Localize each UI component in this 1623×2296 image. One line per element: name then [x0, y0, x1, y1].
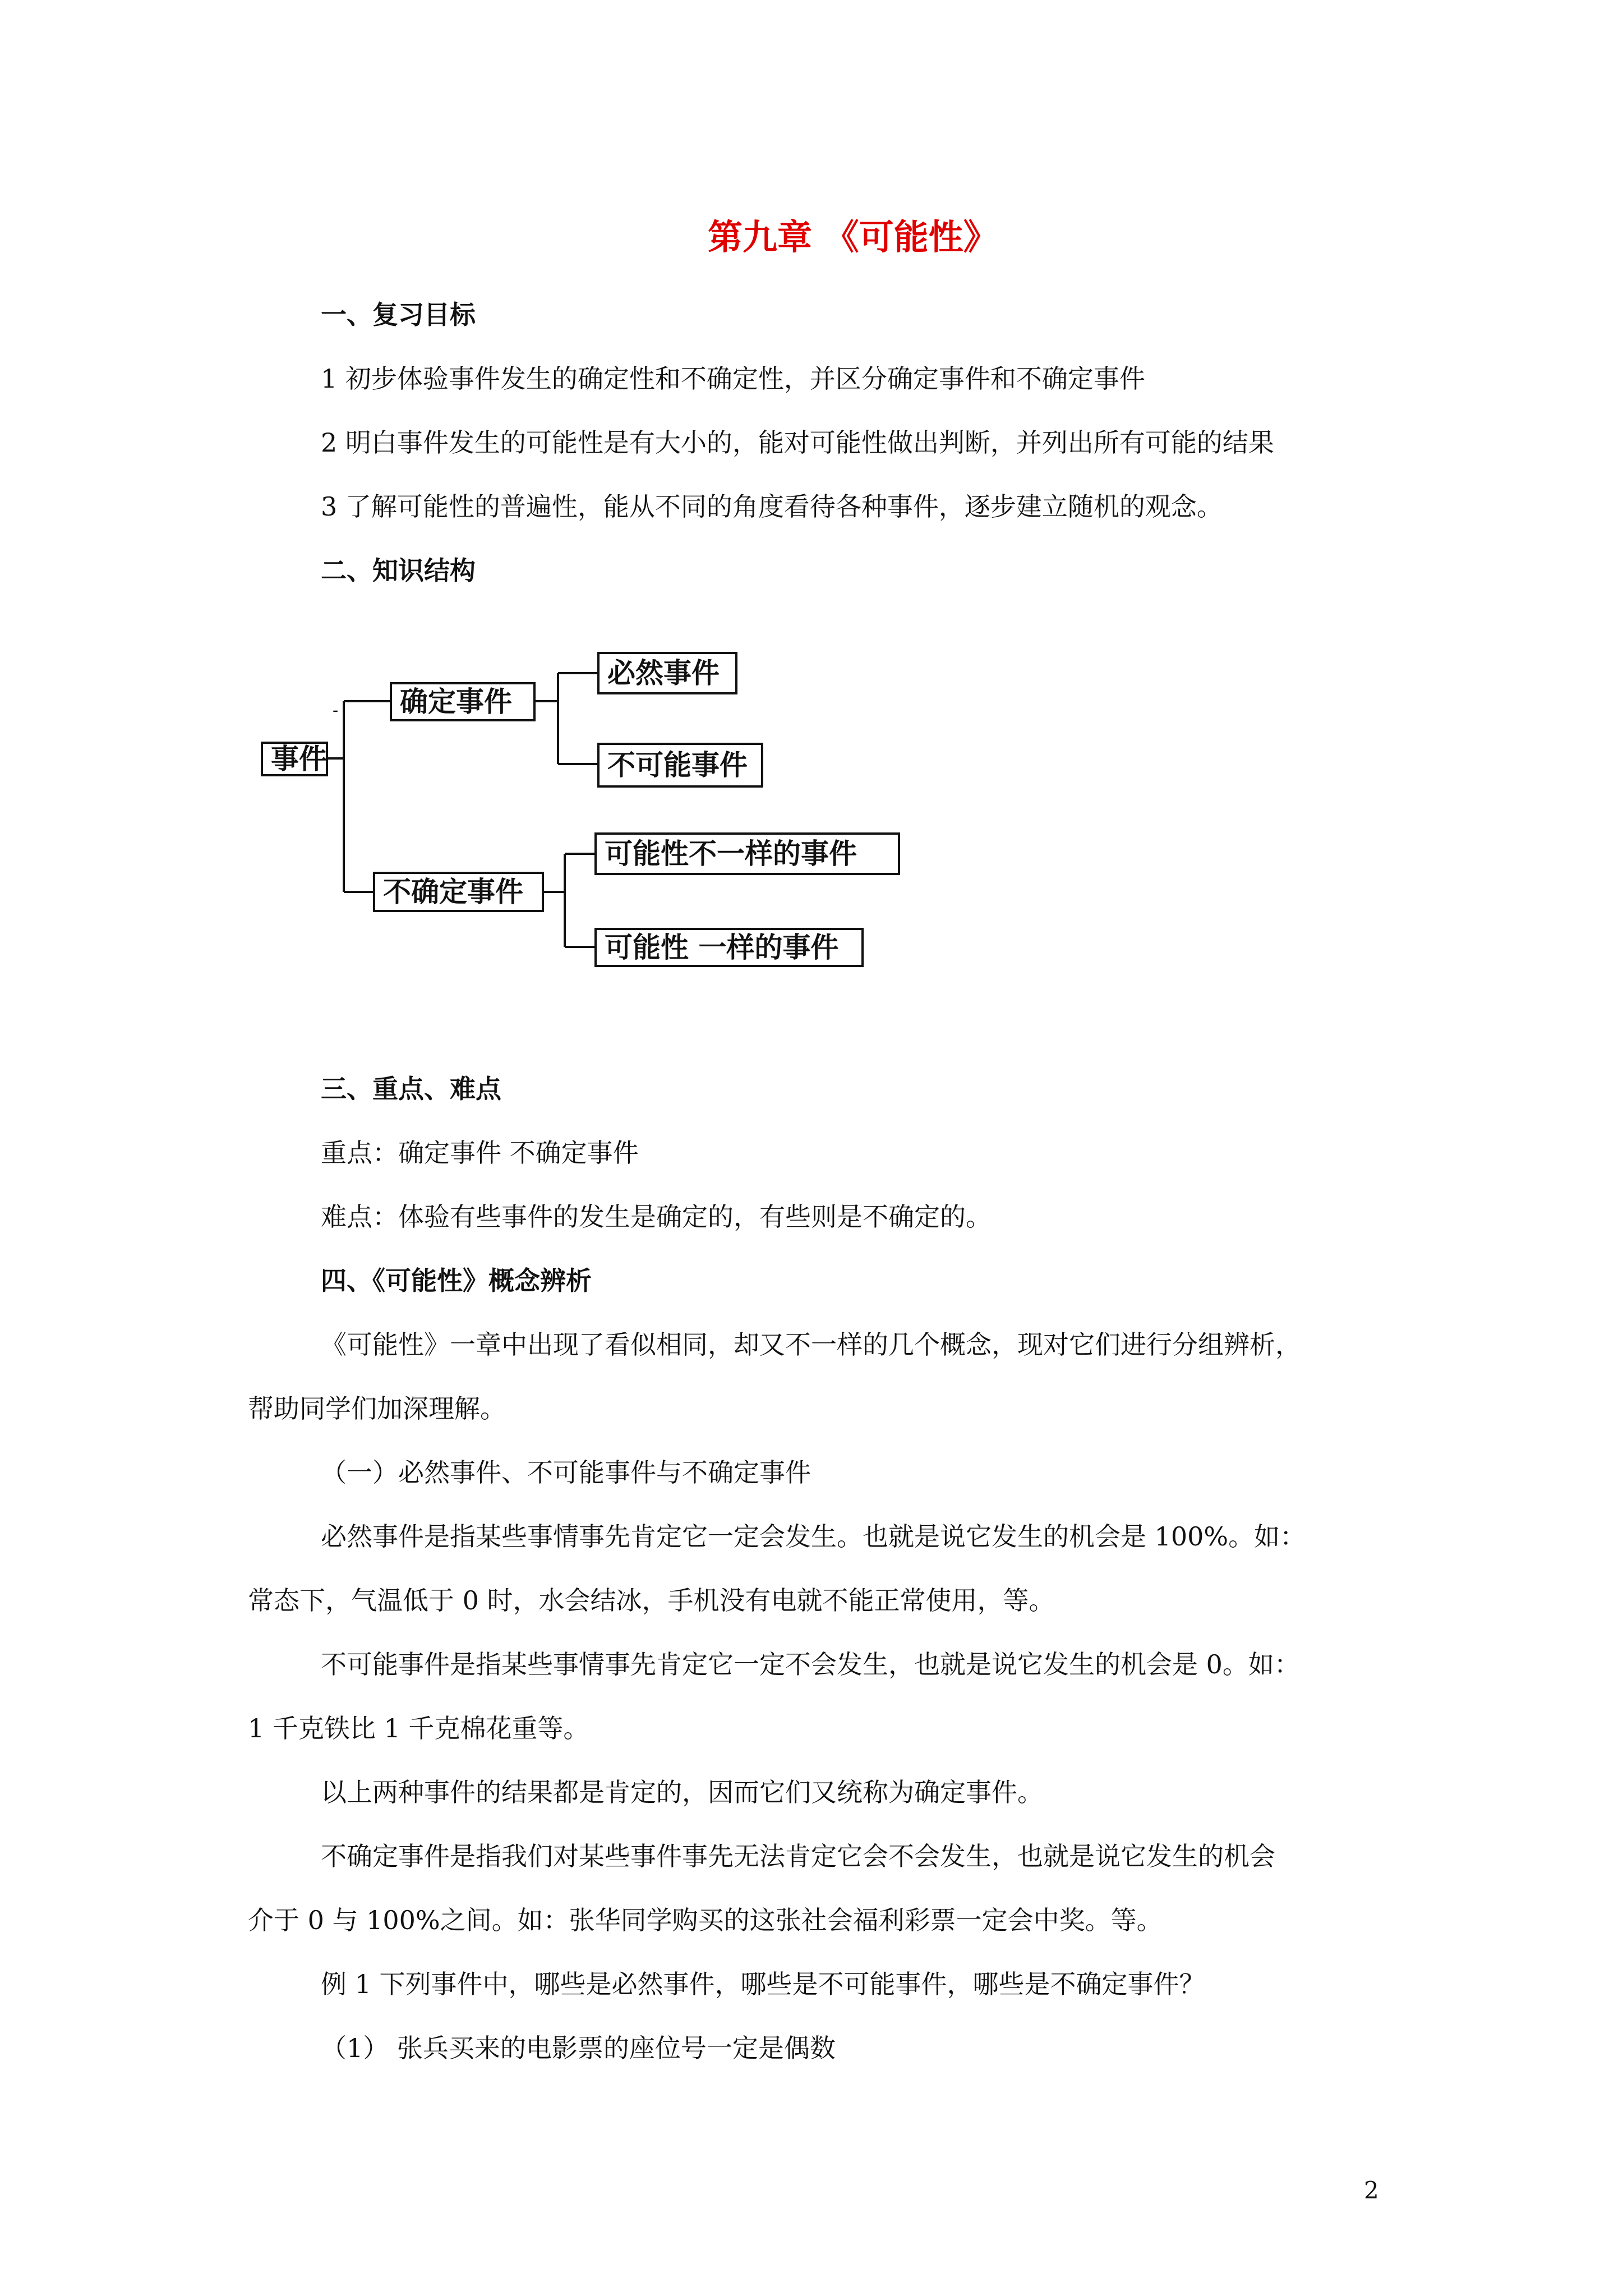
difficulty-text: 难点：体验有些事件的发生是确定的，有些则是不确定的。	[321, 1202, 992, 1232]
example-item-1: （1） 张兵买来的电影票的座位号一定是偶数	[321, 2033, 836, 2063]
uncertain-definition-line1: 不确定事件是指我们对某些事件事先无法肯定它会不会发生，也就是说它发生的机会	[321, 1841, 1275, 1871]
group-heading-1: （一）必然事件、不可能事件与不确定事件	[321, 1457, 811, 1488]
inevitable-definition-line2: 常态下，气温低于 0 时，水会结冰，手机没有电就不能正常使用，等。	[248, 1585, 1055, 1616]
heading-goals: 一、复习目标	[321, 300, 476, 330]
node-equal-possibility-event: 可能性 一样的事件	[594, 928, 864, 967]
knowledge-structure-diagram	[255, 634, 928, 993]
node-event: 事件	[261, 742, 328, 776]
svg-text:-: -	[333, 701, 339, 720]
page-title: 第九章 《可能性》	[708, 217, 998, 257]
goal-item-1: 1 初步体验事件发生的确定性和不确定性，并区分确定事件和不确定事件	[321, 364, 1145, 394]
heading-key-points: 三、重点、难点	[321, 1074, 501, 1104]
analysis-intro-line2: 帮助同学们加深理解。	[248, 1393, 506, 1424]
key-point-text: 重点：确定事件 不确定事件	[321, 1138, 639, 1168]
heading-structure: 二、知识结构	[321, 555, 476, 586]
goal-item-2: 2 明白事件发生的可能性是有大小的，能对可能性做出判断，并列出所有可能的结果	[321, 427, 1274, 458]
certain-summary: 以上两种事件的结果都是肯定的，因而它们又统称为确定事件。	[321, 1777, 1043, 1807]
node-unequal-possibility-event: 可能性不一样的事件	[594, 832, 900, 875]
goal-item-3: 3 了解可能性的普遍性，能从不同的角度看待各种事件，逐步建立随机的观念。	[321, 491, 1223, 522]
node-certain-event: 确定事件	[390, 682, 536, 721]
analysis-intro-line1: 《可能性》一章中出现了看似相同，却又不一样的几个概念，现对它们进行分组辨析，	[321, 1329, 1301, 1360]
uncertain-definition-line2: 介于 0 与 100%之间。如：张华同学购买的这张社会福利彩票一定会中奖。等。	[248, 1905, 1163, 1935]
impossible-definition-line1: 不可能事件是指某些事情事先肯定它一定不会发生，也就是说它发生的机会是 0。如：	[321, 1649, 1300, 1680]
node-impossible-event: 不可能事件	[597, 743, 763, 788]
example-question: 例 1 下列事件中，哪些是必然事件，哪些是不可能事件，哪些是不确定事件？	[321, 1969, 1205, 1999]
node-uncertain-event: 不确定事件	[373, 872, 544, 912]
page-number: 2	[1364, 2177, 1379, 2204]
inevitable-definition-line1: 必然事件是指某些事情事先肯定它一定会发生。也就是说它发生的机会是 100%。如：	[321, 1521, 1306, 1552]
node-inevitable-event: 必然事件	[597, 652, 737, 694]
heading-analysis: 四、《可能性》概念辨析	[321, 1266, 592, 1296]
impossible-definition-line2: 1 千克铁比 1 千克棉花重等。	[248, 1713, 589, 1743]
